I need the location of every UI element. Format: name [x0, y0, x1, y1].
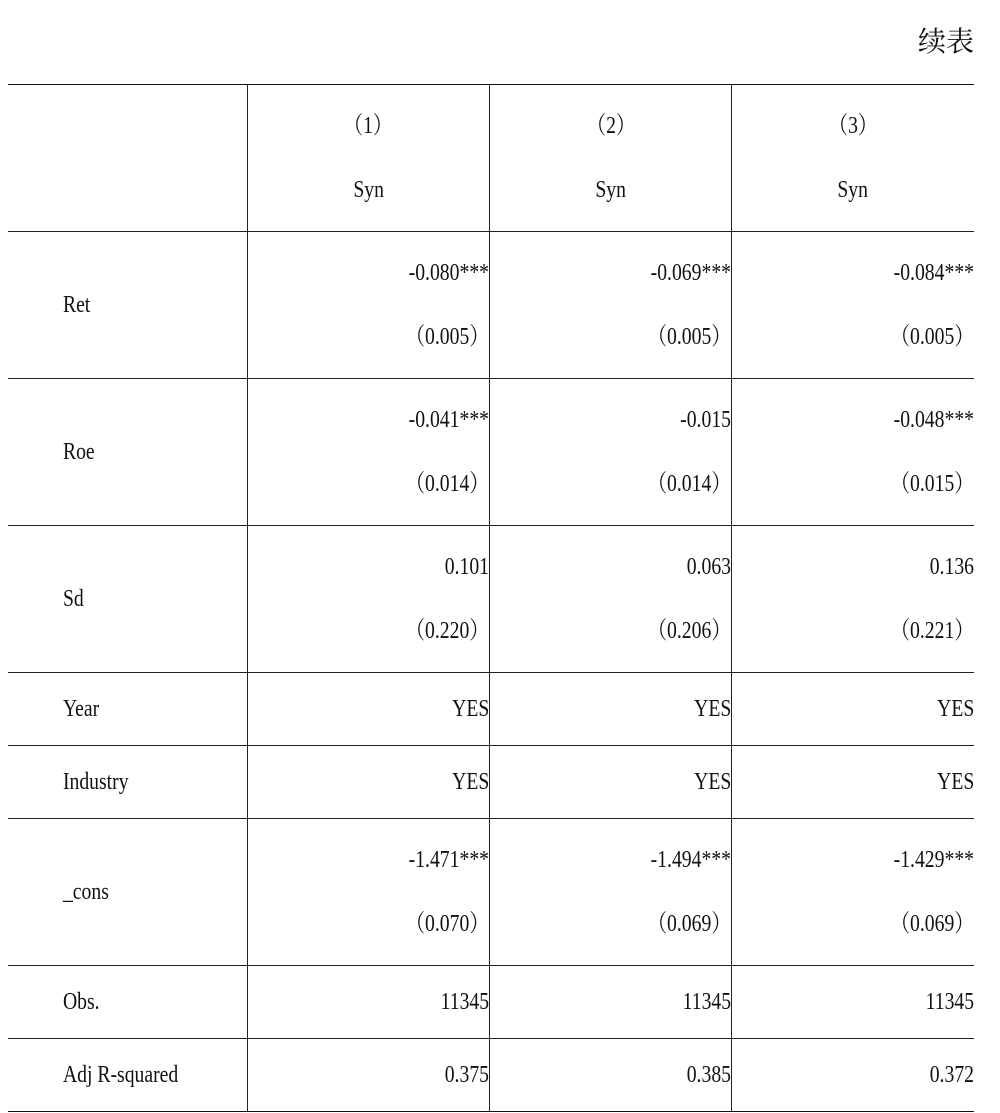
coefficient: 0.063 — [686, 554, 732, 580]
fixed-effect-indicator: YES — [451, 695, 489, 722]
continued-table-label: 续表 — [917, 25, 974, 58]
observation-count: 11345 — [925, 988, 974, 1015]
table-row-obs — [8, 966, 974, 1039]
standard-error: （0.069） — [647, 911, 732, 937]
fixed-effect-indicator: YES — [451, 768, 489, 795]
standard-error: （0.014） — [647, 471, 732, 497]
row-label: Obs. — [62, 988, 100, 1015]
coefficient: -1.494*** — [650, 847, 732, 873]
fixed-effect-indicator: YES — [694, 768, 732, 795]
fixed-effect-indicator: YES — [936, 695, 974, 722]
adj-r-squared-value: 0.385 — [686, 1061, 732, 1088]
coefficient: -0.041*** — [408, 407, 489, 433]
header-blank-cell — [8, 85, 247, 232]
column-number: （3） — [828, 113, 878, 139]
regression-table — [8, 84, 974, 1112]
header-row — [8, 85, 974, 232]
dependent-variable: Syn — [353, 177, 384, 203]
table-row-ret — [8, 232, 974, 379]
table-row-roe — [8, 379, 974, 526]
header-col-2 — [489, 85, 731, 232]
dependent-variable: Syn — [837, 177, 869, 203]
adj-r-squared-value: 0.375 — [444, 1061, 489, 1088]
header-col-3 — [732, 85, 974, 232]
table-row-year — [8, 673, 974, 746]
standard-error: （0.069） — [890, 911, 974, 937]
adj-r-squared-value: 0.372 — [929, 1061, 974, 1088]
coefficient: -1.429*** — [893, 847, 974, 873]
observation-count: 11345 — [440, 988, 489, 1015]
coefficient: -0.080*** — [408, 260, 489, 286]
coefficient: -0.048*** — [893, 407, 974, 433]
row-label: Year — [62, 695, 100, 722]
dependent-variable: Syn — [595, 177, 626, 203]
fixed-effect-indicator: YES — [694, 695, 732, 722]
column-number: （1） — [343, 113, 393, 139]
row-label: _cons — [62, 878, 109, 905]
table-row-sd — [8, 526, 974, 673]
standard-error: （0.221） — [890, 618, 974, 644]
table-row-adj-r-squared — [8, 1039, 974, 1112]
standard-error: （0.014） — [405, 471, 489, 497]
header-col-1 — [247, 85, 489, 232]
coefficient: -0.015 — [680, 407, 732, 433]
coefficient: 0.136 — [929, 554, 974, 580]
observation-count: 11345 — [682, 988, 732, 1015]
standard-error: （0.005） — [647, 324, 732, 350]
table-row-industry — [8, 746, 974, 819]
coefficient: -1.471*** — [408, 847, 489, 873]
row-label: Ret — [62, 291, 91, 318]
coefficient: 0.101 — [444, 554, 489, 580]
table-row-cons — [8, 819, 974, 966]
row-label: Adj R-squared — [62, 1061, 179, 1088]
standard-error: （0.070） — [405, 911, 489, 937]
coefficient: -0.069*** — [650, 260, 732, 286]
standard-error: （0.005） — [890, 324, 974, 350]
column-number: （2） — [586, 113, 636, 139]
row-label: Industry — [62, 768, 129, 795]
coefficient: -0.084*** — [893, 260, 974, 286]
standard-error: （0.005） — [405, 324, 489, 350]
standard-error: （0.220） — [405, 618, 489, 644]
standard-error: （0.206） — [647, 618, 732, 644]
row-label: Sd — [62, 585, 84, 612]
standard-error: （0.015） — [890, 471, 974, 497]
row-label: Roe — [62, 438, 95, 465]
fixed-effect-indicator: YES — [936, 768, 974, 795]
